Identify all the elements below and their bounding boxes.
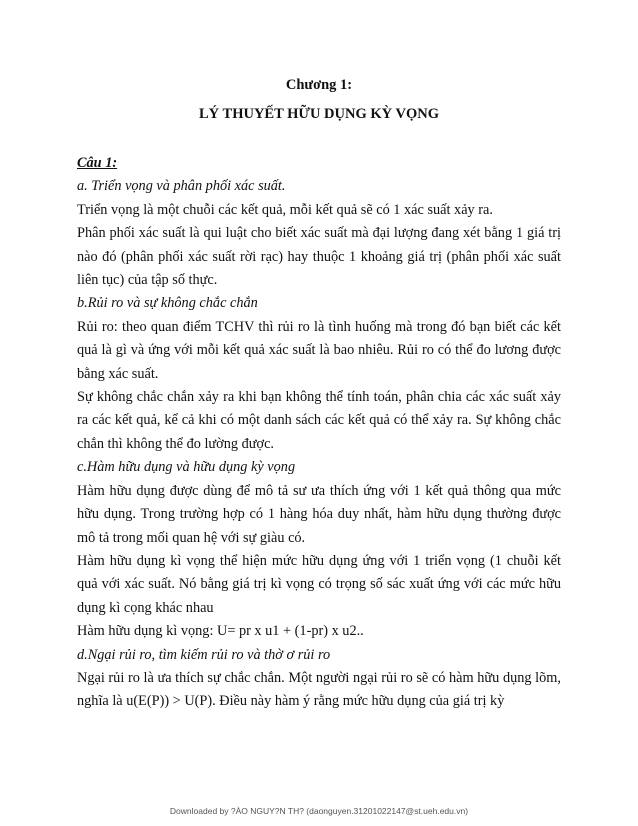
- question-heading: Câu 1:: [77, 155, 118, 171]
- download-footer: Downloaded by ?ÀO NGUY?N TH? (daonguyen.31201022147@st.ueh.edu.vn): [169, 806, 469, 816]
- section-c-paragraph-1: Hàm hữu dụng được dùng để mô tả sư ưa thích ứng với 1 kết quả thông qua mức hữu dụng. Trong trường hợp có 1 hàng hóa duy nhất, hàm hữu dụng thường được mô tả trong mối quan hệ với sự giàu có.: [77, 482, 561, 546]
- section-b-paragraph-2: Sự không chắc chắn xảy ra khi bạn không thể tính toán, phân chia các xác suất xảy ra các kết quả, kể cả khi có một danh sách các kết quả có thể xảy ra. Sự không chắc chắn thì không thể đo lường được.: [77, 389, 561, 452]
- chapter-heading: Chương 1:: [285, 77, 353, 93]
- section-c-heading: c.Hàm hữu dụng và hữu dụng kỳ vọng: [77, 459, 296, 476]
- section-b-heading: b.Rủi ro và sự không chắc chắn: [77, 295, 258, 312]
- section-a-paragraph-1: Triển vọng là một chuỗi các kết quả, mỗi kết quả sẽ có 1 xác suất xảy ra.: [77, 201, 493, 218]
- section-c-paragraph-2: Hàm hữu dụng kì vọng thể hiện mức hữu dụng ứng với 1 triển vọng (1 chuỗi kết quả với xác suất. Nó bằng giá trị kì vọng có trọng số sác xuất ứng với các mức hữu dụng kì cọng khác nhau: [77, 552, 561, 616]
- section-d-heading: d.Ngại rủi ro, tìm kiếm rủi ro và thờ ơ rủi ro: [77, 646, 331, 663]
- document-body: [77, 152, 561, 714]
- section-c-formula: Hàm hữu dụng kì vọng: U= pr x u1 + (1-pr) x u2..: [77, 623, 364, 640]
- section-d-paragraph-1: Ngại rủi ro là ưa thích sự chắc chắn. Một người ngại rủi ro sẽ có hàm hữu dụng lõm, nghĩa là u(E(P)) > U(P). Điều này hàm ý rằng mức hữu dụng của giá trị kỳ: [77, 669, 561, 710]
- section-b-paragraph-1: Rủi ro: theo quan điểm TCHV thì rủi ro là tình huống mà trong đó bạn biết các kết quả là gì và ứng với mỗi kết quả xác suất là bao nhiêu. Rủi ro có thể đo lương được bằng xác suất.: [77, 318, 561, 382]
- chapter-title: LÝ THUYẾT HỮU DỤNG KỲ VỌNG: [199, 106, 439, 122]
- section-a-paragraph-2: Phân phối xác suất là qui luật cho biết xác suất mà đại lượng đang xét bằng 1 giá trị nào đó (phân phối xác suất rời rạc) hay thuộc 1 khoảng giá trị (phân phối xác suất liên tục) của tập số thực.: [77, 225, 561, 289]
- section-a-heading: a. Triển vọng và phân phối xác suất.: [77, 178, 286, 195]
